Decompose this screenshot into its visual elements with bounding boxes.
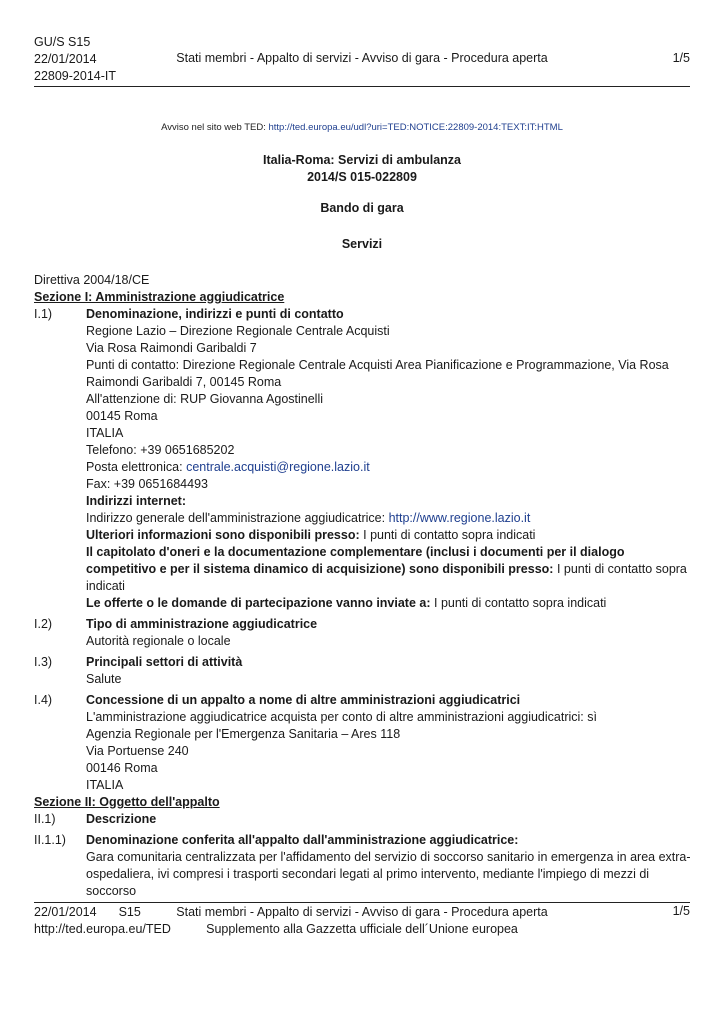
header-date: 22/01/2014	[34, 52, 97, 66]
contact-line: ITALIA	[86, 426, 124, 440]
item-heading: Principali settori di attività	[86, 655, 243, 669]
footer-subtitle: Supplemento alla Gazzetta ufficiale dell´Unione europea	[206, 922, 518, 936]
item-number: I.1)	[34, 307, 53, 321]
section-1-title: Sezione I: Amministrazione aggiudicatrice	[34, 290, 285, 304]
footer-date: 22/01/2014	[34, 905, 97, 919]
item-line: ITALIA	[86, 778, 124, 792]
footer-series: S15	[118, 905, 141, 919]
footer-rule	[34, 902, 690, 903]
offers-value: I punti di contatto sopra indicati	[434, 596, 607, 610]
item-heading: Descrizione	[86, 812, 157, 826]
footer-url: http://ted.europa.eu/TED	[34, 922, 171, 936]
contact-line: 00145 Roma	[86, 409, 158, 423]
item-heading: Concessione di un appalto a nome di altre amministrazioni aggiudicatrici	[86, 693, 521, 707]
item-line: 00146 Roma	[86, 761, 158, 775]
item-heading: Denominazione conferita all'appalto dall'amministrazione aggiudicatrice:	[86, 833, 519, 847]
headline-title: Italia-Roma: Servizi di ambulanza	[263, 153, 461, 167]
item-ii1	[34, 811, 694, 828]
item-number: II.1)	[34, 812, 56, 826]
contact-line: Punti di contatto: Direzione Regionale Centrale Acquisti Area Pianificazione e Programmazione, Via Rosa Raimondi Garibaldi 7, 00145 Roma	[86, 358, 669, 389]
item-line: Agenzia Regionale per l'Emergenza Sanitaria – Ares 118	[86, 727, 401, 741]
item-number: II.1.1)	[34, 833, 66, 847]
item-number: I.2)	[34, 617, 53, 631]
header-page: 1/5	[672, 51, 690, 65]
further-info-row	[86, 527, 694, 544]
contact-line: Via Rosa Raimondi Garibaldi 7	[86, 341, 257, 355]
item-i2	[34, 616, 694, 650]
further-info-value: I punti di contatto sopra indicati	[363, 528, 536, 542]
item-line: Via Portuense 240	[86, 744, 189, 758]
item-i1	[34, 306, 694, 612]
offers-row	[86, 595, 694, 612]
header-doc-id: 22809-2014-IT	[34, 69, 117, 83]
ted-notice	[34, 122, 690, 133]
header-title: Stati membri - Appalto di servizi - Avviso di gara - Procedura aperta	[176, 51, 548, 65]
notice-type: Bando di gara	[320, 201, 404, 215]
item-heading: Tipo di amministrazione aggiudicatrice	[86, 617, 318, 631]
email-link[interactable]: centrale.acquisti@regione.lazio.it	[186, 460, 370, 474]
ted-notice-label: Avviso nel sito web TED:	[161, 122, 266, 133]
item-line: L'amministrazione aggiudicatrice acquista per conto di altre amministrazioni aggiudicatrici: sì	[86, 710, 597, 724]
item-heading: Denominazione, indirizzi e punti di contatto	[86, 307, 344, 321]
item-i4	[34, 692, 694, 794]
further-info-label: Ulteriori informazioni sono disponibili presso:	[86, 528, 360, 542]
footer-center	[34, 904, 690, 938]
documents-value: I punti di contatto sopra indicati	[86, 562, 687, 593]
headline-reference: 2014/S 015-022809	[307, 170, 417, 184]
notice-headline	[34, 152, 690, 186]
item-value: Salute	[86, 672, 122, 686]
item-number: I.3)	[34, 655, 53, 669]
item-text: Gara comunitaria centralizzata per l'affidamento del servizio di soccorso sanitario in emergenza in area extra-ospedaliera, ivi compresi i trasporti secondari legati al primo intervento, mediante l'impiego di mezzi di soccorso	[86, 850, 691, 898]
notice-category: Servizi	[341, 237, 383, 251]
item-ii11	[34, 832, 694, 900]
internet-row	[86, 510, 694, 527]
email-row	[86, 459, 694, 476]
header-series: GU/S S15	[34, 35, 91, 49]
item-number: I.4)	[34, 693, 53, 707]
email-label: Posta elettronica:	[86, 460, 183, 474]
item-i3	[34, 654, 694, 688]
contact-line: Telefono: +39 0651685202	[86, 443, 235, 457]
directive: Direttiva 2004/18/CE	[34, 273, 150, 287]
internet-heading: Indirizzi internet:	[86, 494, 186, 508]
item-value: Autorità regionale o locale	[86, 634, 231, 648]
notice-body	[34, 272, 694, 900]
fax-line: Fax: +39 0651684493	[86, 477, 208, 491]
internet-link[interactable]: http://www.regione.lazio.it	[388, 511, 531, 525]
contact-line: Regione Lazio – Direzione Regionale Centrale Acquisti	[86, 324, 390, 338]
ted-notice-link[interactable]: http://ted.europa.eu/udl?uri=TED:NOTICE:22809-2014:TEXT:IT:HTML	[268, 122, 563, 133]
internet-label: Indirizzo generale dell'amministrazione aggiudicatrice:	[86, 511, 386, 525]
documents-row	[86, 544, 694, 595]
documents-label: Il capitolato d'oneri e la documentazione complementare (inclusi i documenti per il dialogo competitivo e per il sistema dinamico di acquisizione) sono disponibili presso:	[86, 545, 625, 576]
header-rule	[34, 86, 690, 87]
footer-title: Stati membri - Appalto di servizi - Avviso di gara - Procedura aperta	[176, 905, 548, 919]
contact-line: All'attenzione di: RUP Giovanna Agostinelli	[86, 392, 324, 406]
footer-page: 1/5	[672, 904, 690, 918]
section-2-title: Sezione II: Oggetto dell'appalto	[34, 795, 220, 809]
offers-label: Le offerte o le domande di partecipazione vanno inviate a:	[86, 596, 431, 610]
